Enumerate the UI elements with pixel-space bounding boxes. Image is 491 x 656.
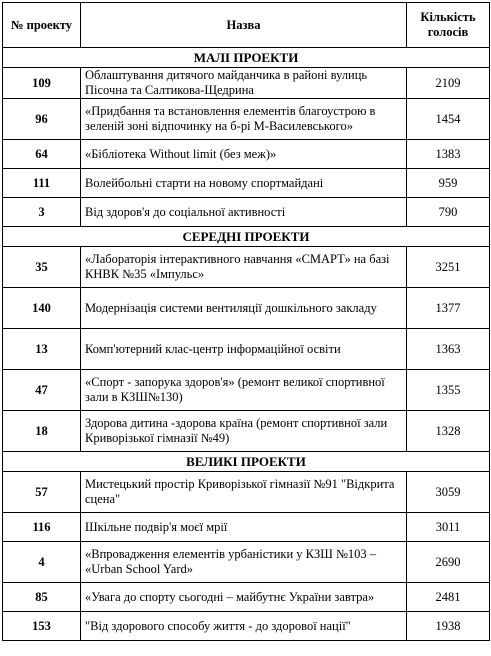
section-header-large [3,452,490,472]
project-votes: 2481 [407,583,490,612]
project-name: Модернізація системи вентиляції дошкільного закладу [81,288,407,329]
column-header-name: Назва [81,3,407,48]
project-number: 153 [3,612,81,641]
project-votes: 790 [407,198,490,227]
project-number: 140 [3,288,81,329]
project-number: 47 [3,370,81,411]
table-row [3,329,490,370]
table-row [3,583,490,612]
project-votes: 3059 [407,472,490,513]
project-votes: 3011 [407,513,490,542]
project-number: 64 [3,140,81,169]
project-votes: 2690 [407,542,490,583]
section-header-small [3,48,490,68]
project-name: "Від здорового способу життя - до здорової нації" [81,612,407,641]
project-number: 109 [3,68,81,99]
table-row [3,513,490,542]
project-name: «Спорт - запорука здоров'я» (ремонт великої спортивної зали в КЗШ№130) [81,370,407,411]
table-row [3,198,490,227]
column-header-votes: Кількість голосів [407,3,490,48]
project-number: 96 [3,99,81,140]
project-votes: 3251 [407,247,490,288]
project-votes: 1938 [407,612,490,641]
project-name: Здорова дитина -здорова країна (ремонт спортивної зали Криворізької гімназії №49) [81,411,407,452]
project-name: Мистецький простір Криворізької гімназії №91 "Відкрита сцена" [81,472,407,513]
project-name: «Увага до спорту сьогодні – майбутнє України завтра» [81,583,407,612]
table-row [3,472,490,513]
project-name: Від здоров'я до соціальної активності [81,198,407,227]
project-number: 111 [3,169,81,198]
project-votes: 1355 [407,370,490,411]
project-votes: 959 [407,169,490,198]
project-number: 35 [3,247,81,288]
project-number: 4 [3,542,81,583]
project-name: Шкільне подвір'я моєї мрії [81,513,407,542]
project-votes: 1377 [407,288,490,329]
table-row [3,68,490,99]
table-row [3,288,490,329]
section-title: СЕРЕДНІ ПРОЕКТИ [3,227,490,247]
project-name: Волейбольні старти на новому спортмайдані [81,169,407,198]
project-name: «Бібліотека Without limit (без меж)» [81,140,407,169]
table-header-row [3,3,490,48]
project-number: 116 [3,513,81,542]
project-votes: 1328 [407,411,490,452]
project-number: 3 [3,198,81,227]
project-name: «Впровадження елементів урбаністики у КЗШ №103 – «Urban School Yard» [81,542,407,583]
table-row [3,411,490,452]
project-name: «Лабораторія інтерактивного навчання «СМАРТ» на базі КНВК №35 «Імпульс» [81,247,407,288]
project-name: Облаштування дитячого майданчика в районі вулиць Пісочна та Салтикова-Щедрина [81,68,407,99]
table-row [3,247,490,288]
section-title: ВЕЛИКІ ПРОЕКТИ [3,452,490,472]
section-header-medium [3,227,490,247]
table-row [3,140,490,169]
project-number: 13 [3,329,81,370]
table-row [3,612,490,641]
section-title: МАЛІ ПРОЕКТИ [3,48,490,68]
project-votes: 1454 [407,99,490,140]
projects-table [2,2,490,641]
project-name: Комп'ютерний клас-центр інформаційної освіти [81,329,407,370]
project-number: 85 [3,583,81,612]
project-number: 18 [3,411,81,452]
table-row [3,370,490,411]
project-number: 57 [3,472,81,513]
column-header-number: № проекту [3,3,81,48]
table-row [3,542,490,583]
table-row [3,169,490,198]
project-name: «Придбання та встановлення елементів благоустрою в зеленій зоні відпочинку на б-рі М-Василевського» [81,99,407,140]
project-votes: 2109 [407,68,490,99]
table-row [3,99,490,140]
project-votes: 1363 [407,329,490,370]
project-votes: 1383 [407,140,490,169]
